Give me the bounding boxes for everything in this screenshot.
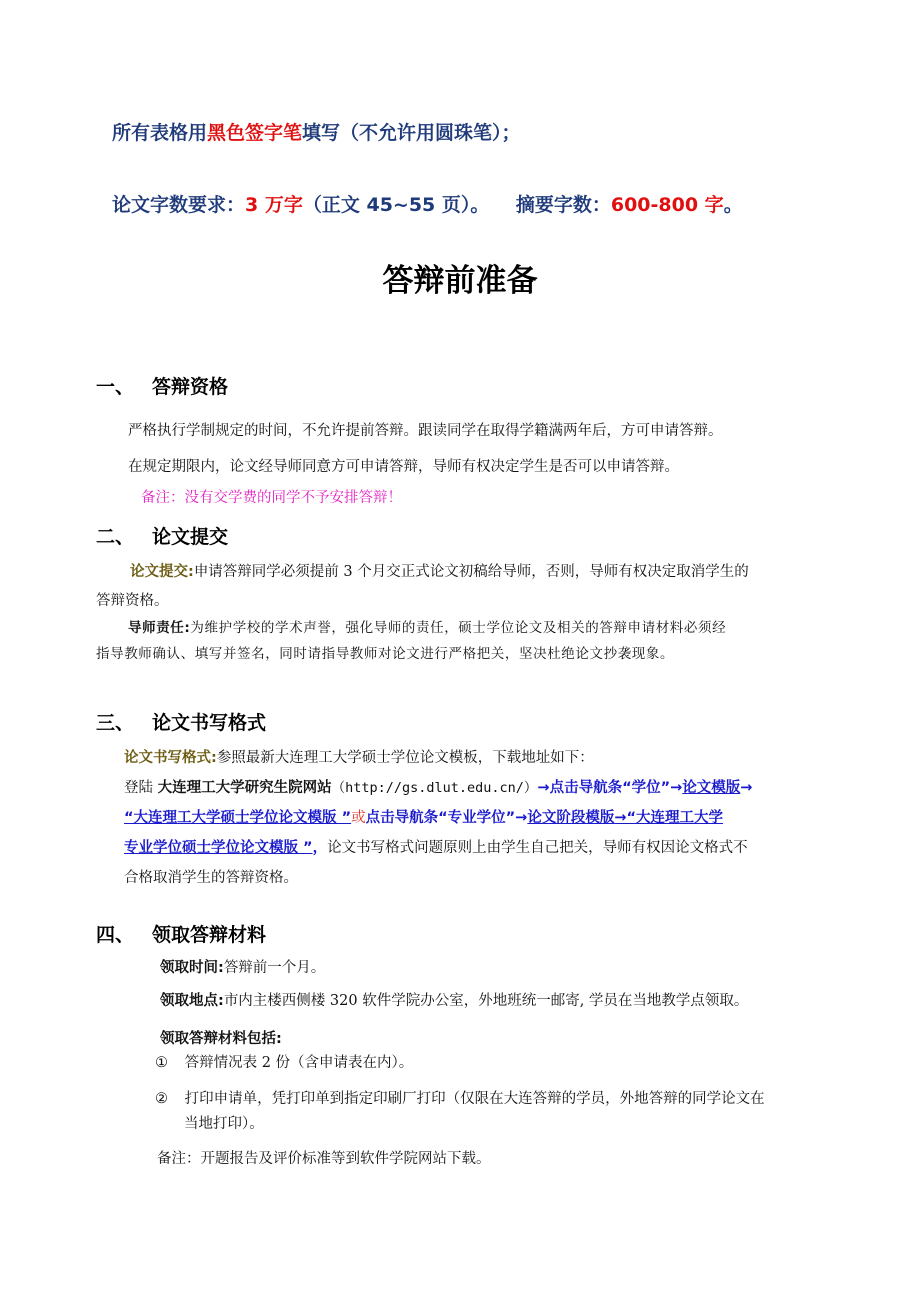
download-note: 备注：开题报告及评价标准等到软件学院网站下载。 bbox=[157, 1151, 491, 1167]
eligibility-paragraph-1: 严格执行学制规定的时间，不允许提前答辩。跟读同学在取得学籍满两年后，方可申请答辩。 bbox=[128, 423, 723, 439]
section-heading-submission: 二、 论文提交 bbox=[96, 526, 229, 548]
black-pen-highlight: 黑色签字笔 bbox=[207, 122, 303, 144]
submission-paragraph: 论文提交:申请答辩同学必须提前 3 个月交正式论文初稿给导师，否则，导师有权决定取消学生的 bbox=[130, 564, 749, 580]
format-download-line-4: 合格取消学生的答辩资格。 bbox=[124, 870, 298, 886]
professional-thesis-template-link-cont[interactable]: 专业学位硕士学位论文模版 ” bbox=[124, 840, 313, 856]
tuition-note: 备注：没有交学费的同学不予安排答辩！ bbox=[141, 490, 402, 506]
format-download-line-1: 登陆 大连理工大学研究生院网站（http://gs.dlut.edu.cn/）→点击导航条“学位”→论文模版→ bbox=[124, 780, 753, 796]
thesis-template-link[interactable]: 论文模版 bbox=[682, 780, 741, 796]
pickup-time: 领取时间:答辩前一个月。 bbox=[160, 960, 326, 976]
advisor-responsibility: 导师责任:为维护学校的学术声誉，强化导师的责任，硕士学位论文及相关的答辩申请材料必须经 bbox=[128, 620, 727, 636]
section-heading-format: 三、 论文书写格式 bbox=[96, 712, 267, 734]
submission-paragraph-cont: 答辩资格。 bbox=[96, 593, 169, 609]
circled-number-1: ① bbox=[155, 1055, 168, 1071]
pickup-location: 领取地点:市内主楼西侧楼 320 软件学院办公室，外地班统一邮寄, 学员在当地教学点领取。 bbox=[160, 993, 749, 1009]
professional-thesis-template-link[interactable]: →“大连理工大学 bbox=[614, 810, 724, 826]
grad-school-url[interactable]: （http://gs.dlut.edu.cn/） bbox=[331, 780, 538, 796]
page-title: 答辩前准备 bbox=[382, 263, 538, 299]
format-download-line-3: 专业学位硕士学位论文模版 ”，论文书写格式问题原则上由学生自己把关，导师有权因论文格式不 bbox=[124, 840, 748, 856]
table-pen-notice: 所有表格用黑色签字笔填写（不允许用圆珠笔）； bbox=[112, 122, 521, 144]
list-item: ② 打印申请单，凭打印单到指定印刷厂打印（仅限在大连答辩的学员，外地答辩的同学论文在 bbox=[155, 1091, 765, 1107]
grad-school-site-name: 大连理工大学研究生院网站 bbox=[157, 780, 332, 796]
materials-includes-label: 领取答辩材料包括: bbox=[160, 1031, 282, 1047]
list-item-cont: 当地打印）。 bbox=[184, 1116, 264, 1132]
section-heading-eligibility: 一、 答辩资格 bbox=[96, 376, 229, 398]
list-item: ① 答辩情况表 2 份（含申请表在内）。 bbox=[155, 1055, 414, 1071]
circled-number-2: ② bbox=[155, 1091, 168, 1107]
abstract-word-count: 600-800 字 bbox=[610, 194, 724, 216]
thesis-word-count: 3 万字 bbox=[245, 194, 303, 216]
format-intro: 论文书写格式:参照最新大连理工大学硕士学位论文模板，下载地址如下： bbox=[124, 750, 594, 766]
master-thesis-template-link[interactable]: “大连理工大学硕士学位论文模版 ” bbox=[124, 810, 352, 826]
thesis-stage-template-link[interactable]: 论文阶段模版 bbox=[527, 810, 615, 826]
section-heading-materials: 四、 领取答辩材料 bbox=[96, 924, 267, 946]
eligibility-paragraph-2: 在规定期限内，论文经导师同意方可申请答辩，导师有权决定学生是否可以申请答辩。 bbox=[128, 459, 679, 475]
word-count-notice: 论文字数要求：3 万字（正文 45~55 页）。 摘要字数：600-800 字。 bbox=[112, 194, 743, 216]
advisor-responsibility-cont: 指导教师确认、填写并签名，同时请指导教师对论文进行严格把关，坚决杜绝论文抄袭现象。 bbox=[96, 646, 675, 662]
format-download-line-2: “大连理工大学硕士学位论文模版 ”或点击导航条“专业学位”→论文阶段模版→“大连理工大学 bbox=[124, 810, 724, 826]
